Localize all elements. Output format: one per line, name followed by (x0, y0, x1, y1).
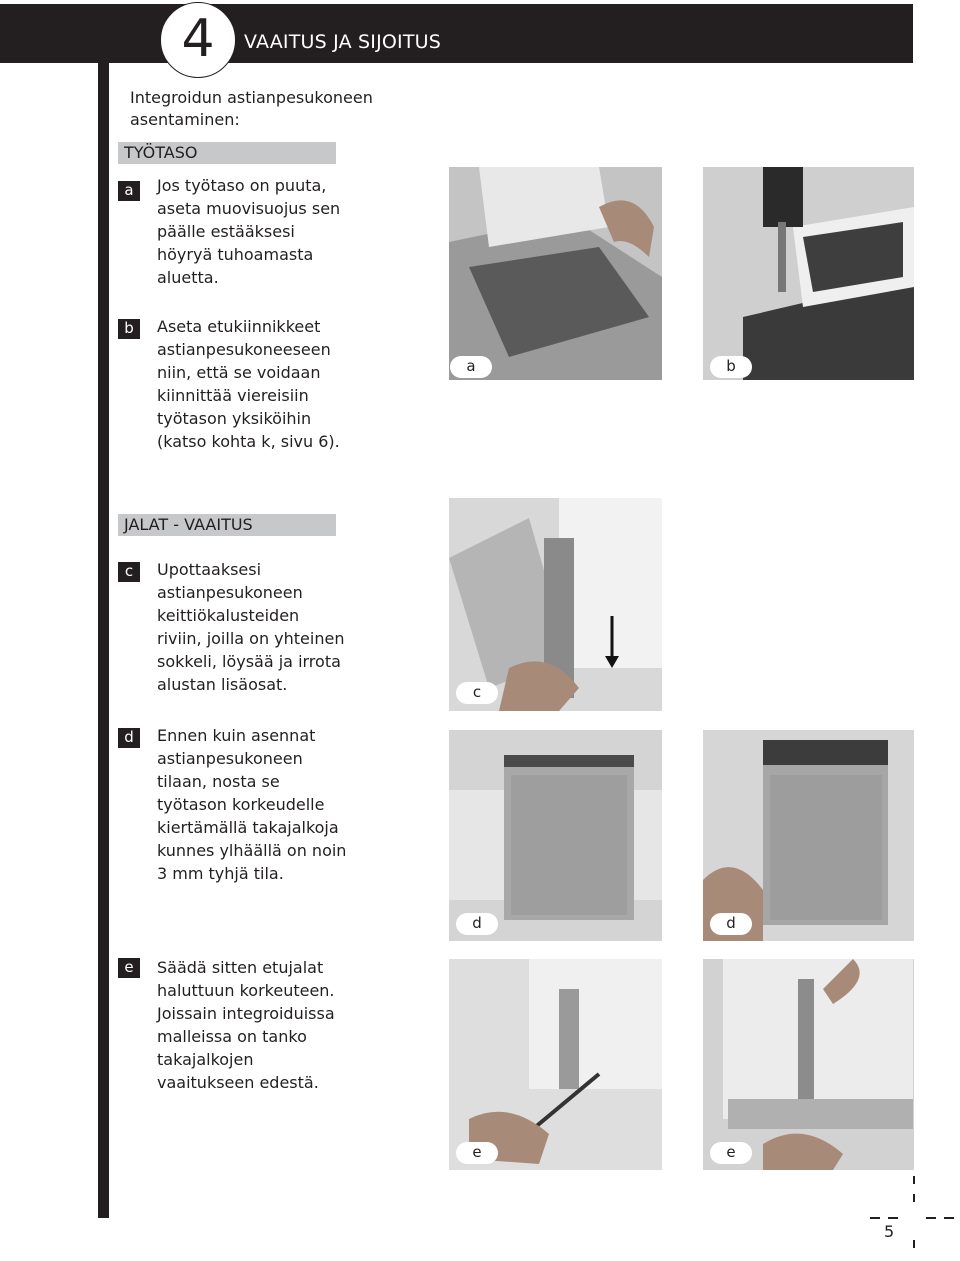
chapter-title: VAAITUS JA SIJOITUS (244, 31, 442, 53)
chapter-number: 4 (181, 9, 215, 69)
crop-mark (913, 1194, 915, 1202)
crop-mark (913, 1240, 915, 1248)
step-badge-c: c (118, 562, 140, 582)
step-badge-d: d (118, 728, 140, 748)
photo-d-rear-feet-right (703, 730, 914, 941)
step-text-c: Upottaaksesi astianpesukoneen keittiökalusteiden riviin, joilla on yhteinen sokkeli, löysää ja irrota alustan lisäosat. (157, 560, 345, 694)
photo-label-d-left: d (456, 913, 498, 935)
step-badge-a: a (118, 181, 140, 201)
photo-d-rear-feet-left (449, 730, 662, 941)
crop-mark (888, 1217, 898, 1219)
section-header-jalat-vaaitus: JALAT - VAAITUS (118, 514, 336, 536)
photo-label-b: b (710, 356, 752, 378)
photo-e-front-feet-right (703, 959, 914, 1170)
step-badge-b: b (118, 319, 140, 339)
left-margin-rule (98, 63, 109, 1218)
photo-label-c: c (456, 682, 498, 704)
chapter-header-bar (0, 4, 913, 63)
photo-label-d-right: d (710, 913, 752, 935)
photo-label-e-right: e (710, 1142, 752, 1164)
crop-mark (870, 1217, 880, 1219)
photo-label-e-left: e (456, 1142, 498, 1164)
step-text-e: Säädä sitten etujalat haluttuun korkeuteen. Joissain integroiduissa malleissa on tanko takajalkojen vaaitukseen edestä. (157, 958, 335, 1092)
step-badge-e: e (118, 958, 140, 978)
page-number: 5 (884, 1222, 895, 1241)
photo-label-a: a (450, 356, 492, 378)
step-text-a: Jos työtaso on puuta, aseta muovisuojus sen päälle estääksesi höyryä tuhoamasta aluetta. (157, 176, 341, 287)
step-text-d: Ennen kuin asennat astianpesukoneen tilaan, nosta se työtason korkeudelle kiertämällä takajalkoja kunnes ylhäällä on noin 3 mm tyhjä tila. (157, 726, 347, 883)
intro-text: Integroidun astianpesukoneen asentaminen: (130, 88, 373, 129)
photo-c-base-inserts (449, 498, 662, 711)
photo-b-front-brackets (703, 167, 914, 380)
crop-mark (913, 1176, 915, 1184)
section-header-tyotaso: TYÖTASO (118, 142, 336, 164)
photo-a-protective-cover (449, 167, 662, 380)
photo-e-front-feet-left (449, 959, 662, 1170)
crop-mark (926, 1217, 936, 1219)
step-text-b: Aseta etukiinnikkeet astianpesukoneeseen niin, että se voidaan kiinnittää viereisiin työtason yksiköihin (katso kohta k, sivu 6). (157, 317, 340, 451)
crop-mark (944, 1217, 954, 1219)
